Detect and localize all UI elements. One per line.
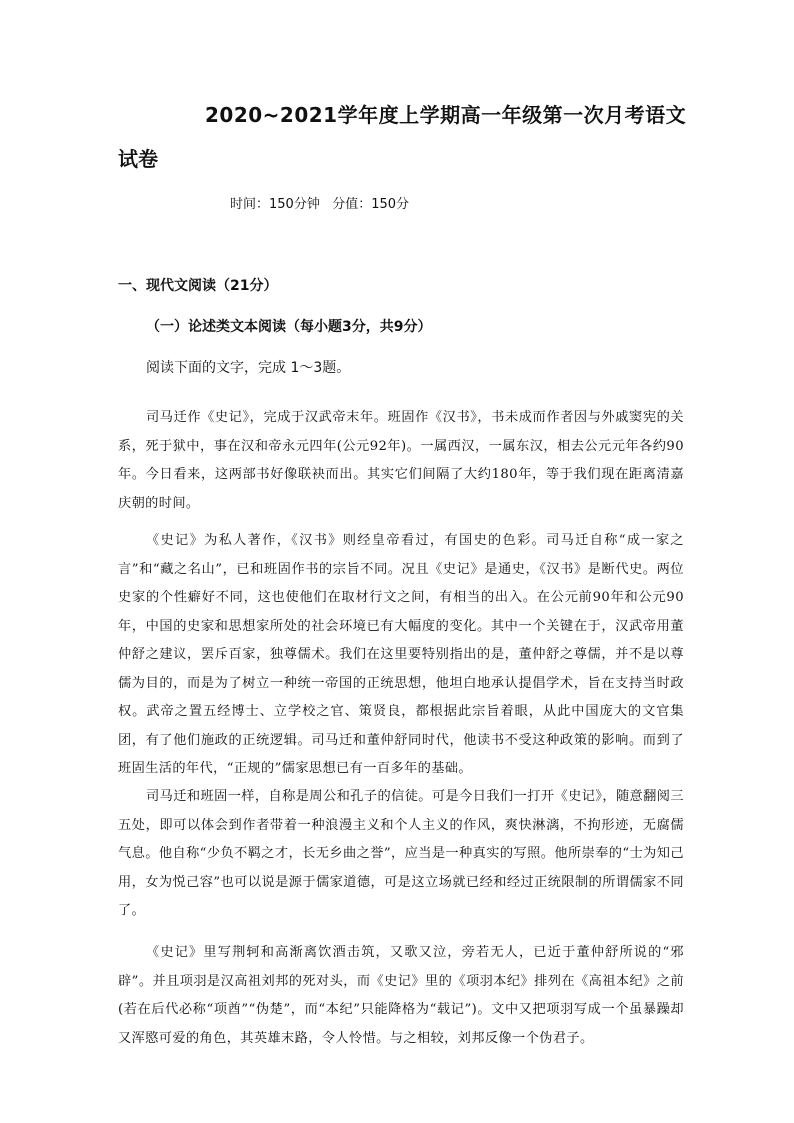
section-heading: 一、现代文阅读（21分） (118, 278, 278, 294)
exam-title: 2020~2021学年度上学期高一年级第一次月考语文 (205, 103, 687, 127)
passage-paragraph-3: 司马迁和班固一样，自称是周公和孔子的信徒。可是今日我们一打开《史记》，随意翻阅三五处，即可以体会到作者带着一种浪漫主义和个人主义的作风，爽快淋漓，不拘形迹，无腐儒气息。他自称“少负不羁之才，长无乡曲之誉”，应当是一种真实的写照。他所崇奉的“士为知己用，女为悦己容”也可以说是源于儒家道德，可是这立场就已经和经过正统限制的所谓儒家不同了。 (118, 789, 684, 919)
passage-paragraph-2: 《史记》为私人著作，《汉书》则经皇帝看过，有国史的色彩。司马迁自称“成一家之言”和“藏之名山”，已和班固作书的宗旨不同。况且《史记》是通史，《汉书》是断代史。两位史家的个性癖好不同，这也使他们在取材行文之间，有相当的出入。在公元前90年和公元90年，中国的史家和思想家所处的社会环境已有大幅度的变化。其中一个关键在于，汉武帝用董仲舒之建议，罢斥百家，独尊儒术。我们在这里要特别指出的是，董仲舒之尊儒，并不是以尊儒为目的，而是为了树立一种统一帝国的正统思想，他坦白地承认提倡学术，旨在支持当时政权。武帝之置五经博士、立学校之官、策贤良，都根据此宗旨着眼，从此中国庞大的文官集团，有了他们施政的正统逻辑。司马迁和董仲舒同时代，他读书不受这种政策的影响。而到了班固生活的年代，“正规的”儒家思想已有一百多年的基础。 (118, 533, 684, 777)
passage-paragraph-1: 司马迁作《史记》，完成于汉武帝末年。班固作《汉书》，书未成而作者因与外戚窦宪的关系，死于狱中，事在汉和帝永元四年(公元92年)。一属西汉，一属东汉，相去公元元年各约90年。今日看来，这两部书好像联袂而出。其实它们间隔了大约180年，等于我们现在距离清嘉庆朝的时间。 (118, 410, 684, 511)
subsection-heading: （一）论述类文本阅读（每小题3分，共9分） (146, 319, 432, 335)
exam-title-continued: 试卷 (118, 147, 158, 171)
passage-paragraph-4: 《史记》里写荆轲和高渐离饮酒击筑，又歌又泣，旁若无人，已近于董仲舒所说的“邪辟”。并且项羽是汉高祖刘邦的死对头，而《史记》里的《项羽本纪》排列在《高祖本纪》之前(若在后代必称“项酋”“伪楚”，而“本纪”只能降格为“载记”)。文中又把项羽写成一个虽暴躁却又浑愍可爱的角色，其英雄末路，令人怜惜。与之相较，刘邦反像一个伪君子。 (118, 945, 684, 1046)
reading-instruction: 阅读下面的文字，完成 1～3题。 (146, 360, 351, 376)
exam-time-score: 时间：150分钟 分值：150分 (230, 197, 410, 212)
